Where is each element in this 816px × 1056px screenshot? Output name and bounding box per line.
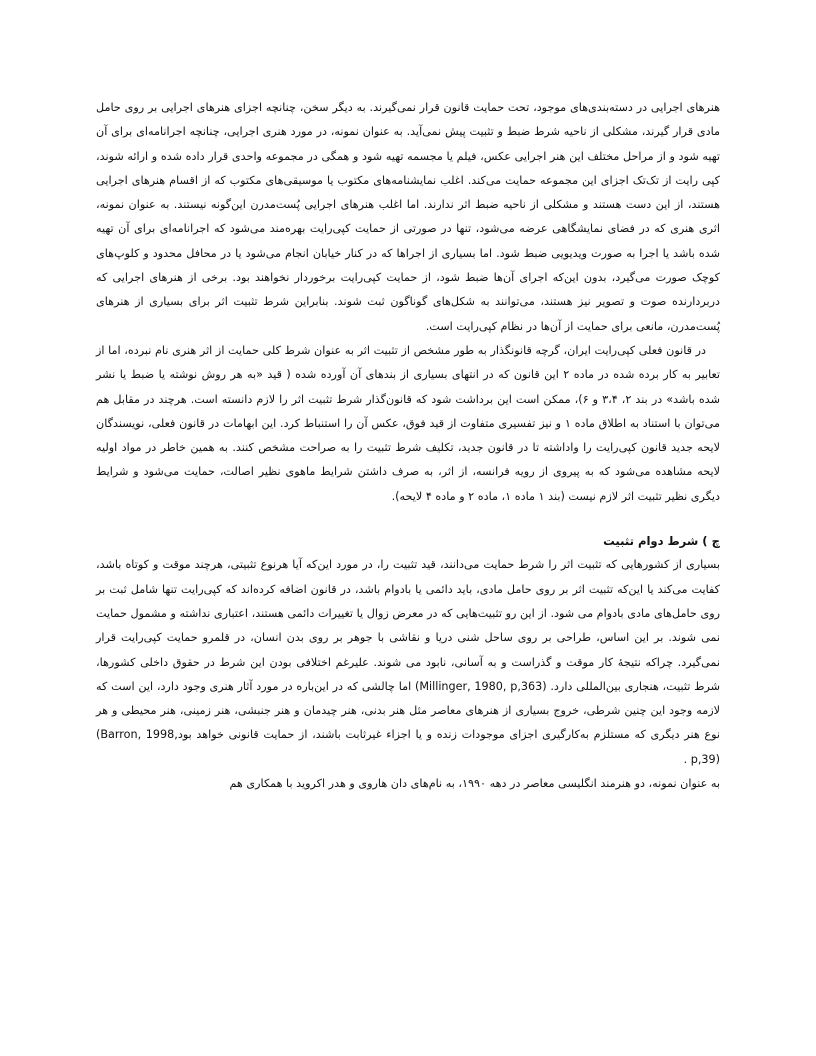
document-page [96,96,720,796]
paragraph-segment: اما چالشی که در این‌باره در مورد آثار هنری وجود دارد، این است که لازمه وجود این چنین شرطی، خروج بسیاری از هنرهای معاصر مثل هنر بدنی، هنر چیدمان و هنر جنبشی، هنر زمینی، هنر محیطی و هر نوع هنر دیگری که مستلزم به‌کارگیری اجزای موجودات زنده و یا اجزاء غیرثابت باشند، از حمایت قانونی خواهد بود [96,679,720,742]
paragraph-segment: بسیاری از کشورهایی که تثبیت اثر را شرط حمایت می‌دانند، قید تثبیت را، در مورد این‌که آیا هرنوع تثبیتی، هرچند موقت و کوتاه باشد، کفایت می‌کند یا این‌که تثبیت اثر بر روی حامل مادی، باید دائمی یا بادوام باشد، در قانون اضافه کرده‌اند که کپی‌رایت تنها شامل ثبت بر روی حامل‌های مادی بادوام می شود. از این رو تثبیت‌هایی که در معرض زوال یا تغییرات دائمی هستند، اعتباری نداشته و مشمول حمایت نمی شوند. بر این اساس، طراحی بر روی ساحل شنی دریا و نقاشی با جوهر بر روی بدن انسان، در قلمرو حمایت کپی‌رایت قرار نمی‌گیرد. چراکه نتیجهٔ کار موقت و گذراست و به آسانی، نابود می شوند. علیرغم اختلافی بودن این شرط در حقوق داخلی کشورها، شرط تثبیت، هنجاری بین‌المللی دارد. [96,558,720,693]
paragraph: در قانون فعلی کپی‌رایت ایران، گرچه قانونگذار به طور مشخص از تثبیت اثر به عنوان شرط کلی حمایت از اثر هنری نام نبرده، اما از تعابیر به کار برده شده در ماده ۲ این قانون که در انتهای بسیاری از بندهای آن آورده شده ( قید «به هر روش نوشته یا ضبط یا نشر شده باشد» در بند ۲، ۳،۴ و ۶)، ممکن است این برداشت شود که قانون‌گذار شرط تثبیت اثر را لازم دانسته است. هرچند در مقابل هم می‌توان با استناد به اطلاق ماده ۱ و نیز تفسیری متفاوت از قید فوق، عکس آن را استنباط کرد. این ابهامات در قانون فعلی، نویسندگان لایحه جدید قانون کپی‌رایت را واداشته تا در قانون جدید، تکلیف شرط تثبیت را به صراحت مشخص کنند. به همین خاطر در مواد اولیه لایحه مشاهده می‌شود که به پیروی از رویه فرانسه، از اثر، به صرف داشتن شرایط ماهوی نظیر اصالت، حمایت می‌شود و شرایط دیگری نظیر تثبیت اثر لازم نیست (بند ۱ ماده ۱، ماده ۲ و ماده ۴ لایحه). [96,343,720,503]
paragraph [96,553,720,772]
body-text [96,96,720,509]
citation: (Millinger, 1980, p,363) [414,679,547,693]
paragraph: هنرهای اجرایی در دسته‌بندی‌های موجود، تحت حمایت قانون قرار نمی‌گیرند. به دیگر سخن، چنانچه اجزای هنرهای اجرایی بر روی حامل مادی قرار گیرند، مشکلی از ناحیه شرط ضبط و تثبیت پیش نمی‌آید. به عنوان نمونه، در مورد هنری اجرایی، چنانچه اجرانامه‌ای برای آن تهیه شود و از مراحل مختلف این هنر اجرایی عکس، فیلم یا مجسمه تهیه شود و همگی در مجموعه واحدی قرار داده شده و ارائه شوند، کپی رایت از تک‌تک اجزای این مجموعه حمایت می‌کند. اغلب نمایشنامه‌های مکتوب یا موسیقی‌های مکتوب که از اقسام هنرهای اجرایی هستند، از این دست هستند و مشکلی از ناحیه ضبط اثر ندارند. اما اغلب هنرهای اجرایی پُست‌مدرن این‌گونه نیستند. به عنوان نمونه، اثری هنری که در فضای نمایشگاهی عرضه می‌شود، تنها در صورتی از حمایت کپی‌رایت بهره‌مند می‌شود که اجرانامه‌ای برای آن تهیه شده باشد یا اجرا به صورت ویدیویی ضبط شود. اما بسیاری از اجراها که در کنار خیابان انجام می‌شود یا در محافل محدود و کلوپ‌های کوچک صورت می‌گیرد، بدون این‌که اجرای آن‌ها ضبط شود، از حمایت کپی‌رایت برخوردار نخواهند بود. برخی از هنرهای اجرایی که دربردارنده صوت و تصویر نیز هستند، می‌توانند به شکل‌های گوناگون ثبت شوند. بنابراین شرط تثبیت اثر برای بسیاری از هنرهای پُست‌مدرن، مانعی برای حمایت از آن‌ها در نظام کپی‌رایت است. [96,101,720,333]
paragraph: به عنوان نمونه، دو هنرمند انگلیسی معاصر در دهه ۱۹۹۰، به نام‌های دان هاروی و هدر اکروید با همکاری هم [229,777,720,791]
citation: (Barron, 1998, p,39) [96,728,720,766]
spacer [96,509,720,529]
section-heading: چ ) شرط دوام تثبیت [603,534,720,549]
paragraph-segment: . [683,752,691,766]
body-text [96,553,720,796]
